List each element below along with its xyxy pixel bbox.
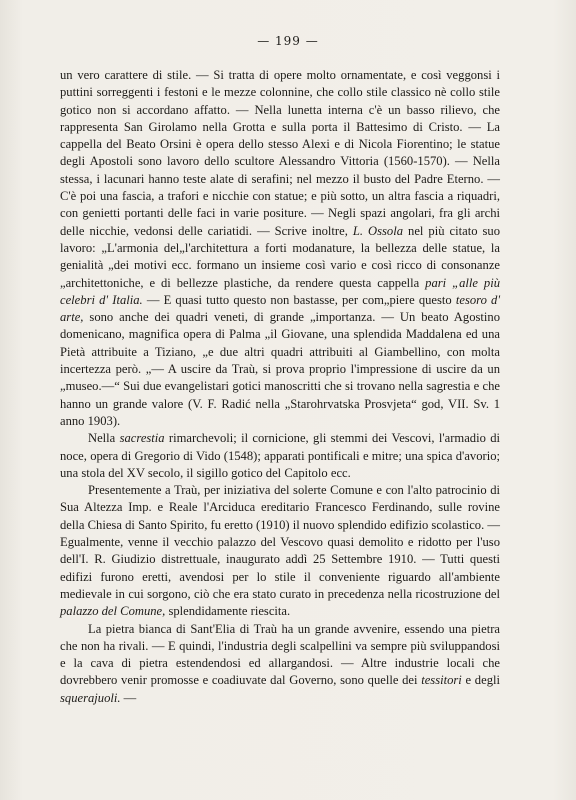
paragraph-4-text-b: e degli <box>461 673 500 688</box>
author-ossola: L. Ossola <box>352 223 404 238</box>
paragraph-1-text-c: — E quasi tutto questo non bastasse, per com„piere questo <box>142 292 456 307</box>
term-squerajuoli: squerajuoli. <box>60 690 121 705</box>
paragraph-3-text-b: splendidamente riescita. <box>165 604 291 619</box>
quote-pari: pari „alle più celebri d' Italia. <box>60 275 500 307</box>
paragraph-1-text-d: sono anche dei quadri veneti, di grande „importanza. — Un beato Agostino domenicano, magnifica opera di Palma „il Giovane, una splendida Maddalena ed una Pietà attribuite a Tiziano, „e due altri quadri attribuiti al Giambellino, con molta incertezza però. „— A uscire da Traù, si prova proprio l'impressione di uscire da un „museo.—“ Sui due evangelistari gotici manoscritti che si trovano nella sagrestia e che hanno un grande valore (V. F. Radić nella „Starohrvatska Prosvjeta“ god, VII. Sv. 1 anno 1903). <box>60 310 500 428</box>
paragraph-2 <box>60 430 500 482</box>
paragraph-3-text-a: Presentemente a Traù, per iniziativa del solerte Comune e con l'alto patrocinio di Sua Altezza Imp. e Reale l'Arciduca ereditario Francesco Ferdinando, sulle rovine della Chiesa di Santo Spirito, fu eretto (1910) il nuovo splendido edifizio scolastico. — Egualmente, venne il vecchio palazzo del Vescovo quasi demolito e ridotto per l'uso dell'I. R. Giudizio distrettuale, inaugurato addì 25 Settembre 1910. — Tutti questi edifizi furono eretti, avendosi per lo stile il conveniente riguardo all'ambiente medievale in cui sorgono, ciò che era stato curato in precedenza nella ricostruzione del <box>60 483 500 601</box>
paragraph-2-text-a: Nella <box>88 431 120 446</box>
paragraph-4-text-a: La pietra bianca di Sant'Elia di Traù ha un grande avvenire, essendo una pietra che non ha rivali. — E quindi, l'industria degli scalpellini va sempre più sviluppandosi e la cava di pietra estendendosi ed allargandosi. — Altre industrie locali che dovrebbero venir promosse e coadiuvate dal Governo, sono quelle dei <box>60 621 500 688</box>
term-sacrestia: sacrestia <box>119 431 165 446</box>
paragraph-4 <box>60 621 500 707</box>
paragraph-4-text-c: — <box>120 690 137 705</box>
paragraph-1 <box>60 67 500 430</box>
paragraph-1-text-a: un vero carattere di stile. — Si tratta di opere molto ornamentate, e così veggonsi i puttini sorreggenti i festoni e le mezze colonnine, che collo stile classico nè collo stile gotico non si accordano affatto. — Nella lunetta interna c'è un basso rilievo, che rappresenta San Girolamo nella Grotta e sulla porta il Battesimo di Cristo. — La cappella del Beato Orsini è opera dello stesso Alexi e di Nicola Fiorentino; le statue degli Apostoli sono lavoro dello scultore Alessandro Vittoria (1560-1570). — Nella stessa, i lacunari hanno teste alate di serafini; nel mezzo il busto del Padre Eterno. — C'è poi una fascia, a trafori e nicchie con statue; e più sotto, un altra fascia a riquadri, con genietti portanti delle faci in varie positure. — Negli spazi angolari, fra gli archi delle nicchie, vedonsi delle cariatidi. — Scrive inoltre, <box>60 68 500 238</box>
quote-tesoro: tesoro d' arte, <box>60 292 501 325</box>
term-tessitori: tessitori <box>421 673 462 688</box>
paragraph-1-text-b: nel più citato suo lavoro: „L'armonia del„l'architettura a forti modanature, la bellezza delle statue, la genialità „dei motivi ecc. formano un insieme così vario e così ricco di consonanze „architettoniche, e di bellezze plastiche, da rendere questa cappella <box>60 223 500 290</box>
body-text <box>60 67 500 707</box>
term-palazzo: palazzo del Comune, <box>60 604 166 619</box>
page-number: — 199 — <box>257 34 319 48</box>
paragraph-3 <box>60 482 500 620</box>
paragraph-2-text-b: rimarchevoli; il cornicione, gli stemmi dei Vescovi, l'armadio di noce, opera di Gregorio di Vido (1548); apparati pontificali e mitre; una spica d'avorio; una stola del XV secolo, il sigillo gotico del Capitolo ecc. <box>60 431 500 480</box>
